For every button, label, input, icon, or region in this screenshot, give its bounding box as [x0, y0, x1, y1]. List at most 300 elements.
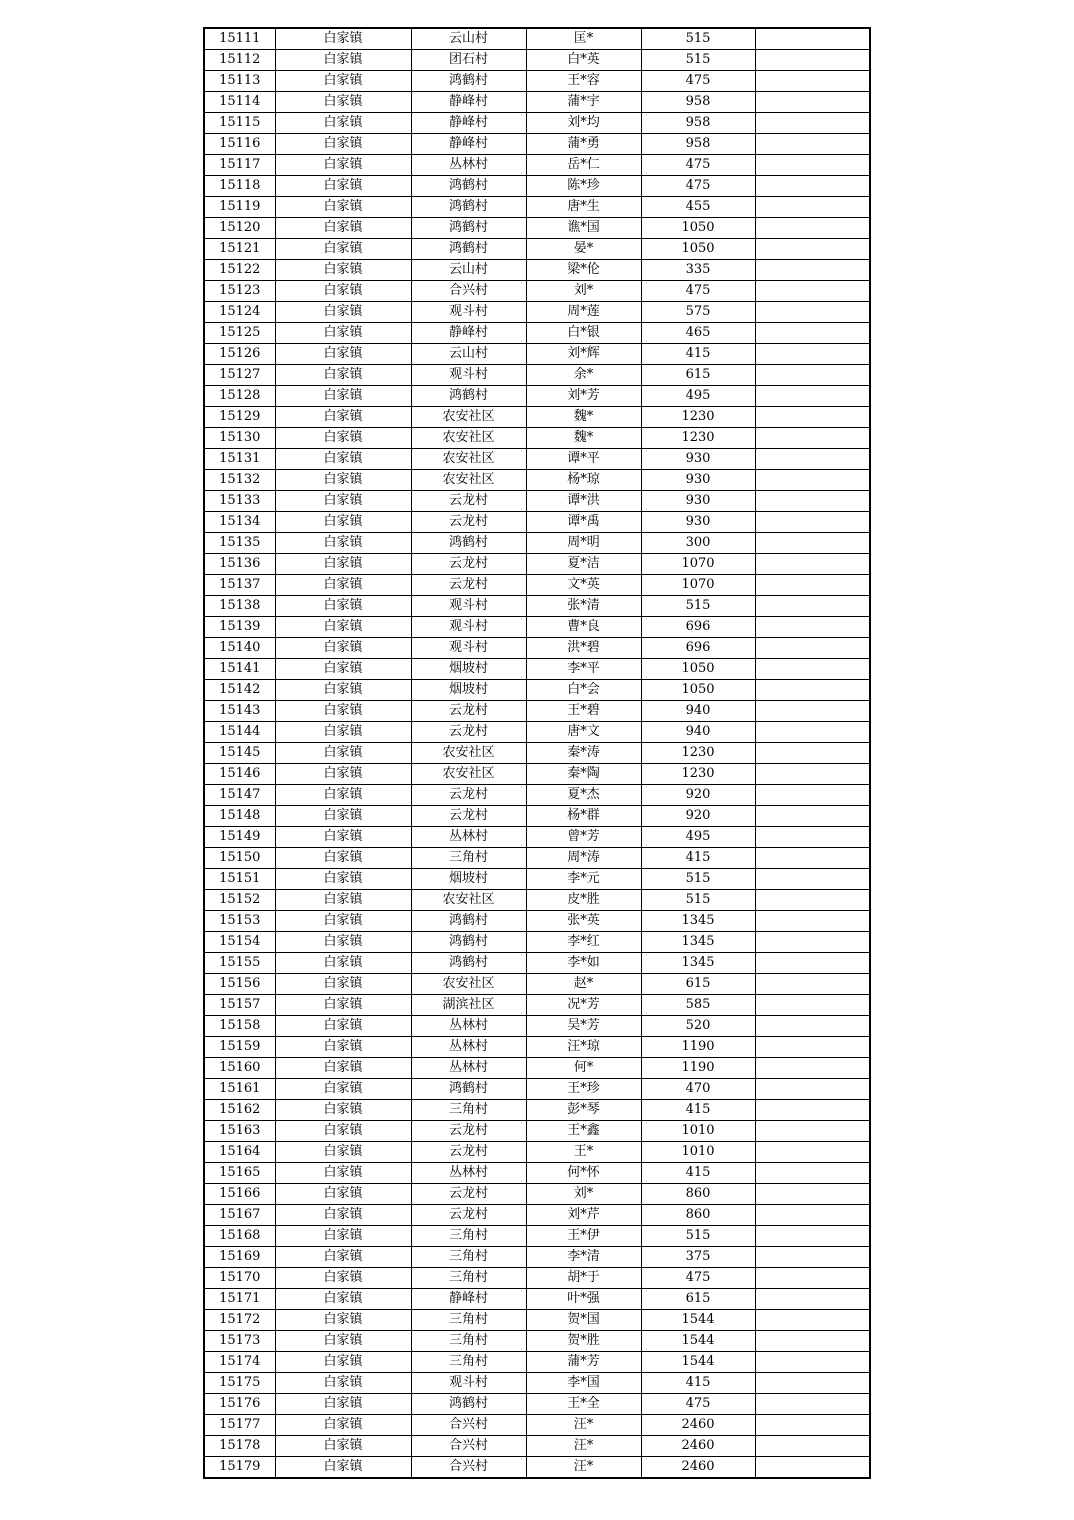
amount-cell: 2460 [641, 1415, 755, 1436]
village-cell: 观斗村 [411, 596, 526, 617]
village-cell: 三角村 [411, 1352, 526, 1373]
village-cell: 农安社区 [411, 428, 526, 449]
town-cell: 白家镇 [275, 71, 411, 92]
amount-cell: 470 [641, 1079, 755, 1100]
remark-cell [755, 218, 870, 239]
amount-cell: 515 [641, 869, 755, 890]
amount-cell: 1050 [641, 239, 755, 260]
remark-cell [755, 1142, 870, 1163]
serial-number-cell: 15156 [204, 974, 275, 995]
serial-number-cell: 15124 [204, 302, 275, 323]
name-cell: 刘*辉 [526, 344, 641, 365]
remark-cell [755, 890, 870, 911]
village-cell: 合兴村 [411, 1415, 526, 1436]
name-cell: 夏*洁 [526, 554, 641, 575]
amount-cell: 1070 [641, 575, 755, 596]
table-row [204, 1352, 870, 1373]
amount-cell: 860 [641, 1184, 755, 1205]
table-row [204, 281, 870, 302]
serial-number-cell: 15117 [204, 155, 275, 176]
name-cell: 杨*琼 [526, 470, 641, 491]
village-cell: 观斗村 [411, 302, 526, 323]
table-row [204, 155, 870, 176]
amount-cell: 940 [641, 722, 755, 743]
table-row [204, 806, 870, 827]
table-row [204, 1163, 870, 1184]
name-cell: 李*元 [526, 869, 641, 890]
village-cell: 静峰村 [411, 323, 526, 344]
town-cell: 白家镇 [275, 953, 411, 974]
village-cell: 云山村 [411, 344, 526, 365]
amount-cell: 475 [641, 1394, 755, 1415]
table-row [204, 722, 870, 743]
serial-number-cell: 15168 [204, 1226, 275, 1247]
town-cell: 白家镇 [275, 1331, 411, 1352]
name-cell: 王*珍 [526, 1079, 641, 1100]
village-cell: 三角村 [411, 1247, 526, 1268]
amount-cell: 455 [641, 197, 755, 218]
table-row [204, 911, 870, 932]
amount-cell: 1230 [641, 407, 755, 428]
name-cell: 夏*杰 [526, 785, 641, 806]
remark-cell [755, 28, 870, 50]
remark-cell [755, 596, 870, 617]
village-cell: 三角村 [411, 1331, 526, 1352]
remark-cell [755, 953, 870, 974]
village-cell: 静峰村 [411, 92, 526, 113]
village-cell: 农安社区 [411, 890, 526, 911]
table-row [204, 1079, 870, 1100]
amount-cell: 1544 [641, 1310, 755, 1331]
amount-cell: 860 [641, 1205, 755, 1226]
name-cell: 蒲*勇 [526, 134, 641, 155]
village-cell: 鸿鹤村 [411, 386, 526, 407]
village-cell: 云龙村 [411, 785, 526, 806]
amount-cell: 475 [641, 71, 755, 92]
village-cell: 鸿鹤村 [411, 1394, 526, 1415]
name-cell: 王*碧 [526, 701, 641, 722]
name-cell: 王*伊 [526, 1226, 641, 1247]
table-body [204, 28, 870, 1478]
serial-number-cell: 15130 [204, 428, 275, 449]
town-cell: 白家镇 [275, 617, 411, 638]
amount-cell: 1010 [641, 1142, 755, 1163]
amount-cell: 585 [641, 995, 755, 1016]
remark-cell [755, 680, 870, 701]
table-row [204, 974, 870, 995]
town-cell: 白家镇 [275, 491, 411, 512]
amount-cell: 930 [641, 491, 755, 512]
table-row [204, 512, 870, 533]
village-cell: 农安社区 [411, 764, 526, 785]
table-row [204, 1226, 870, 1247]
remark-cell [755, 806, 870, 827]
table-row [204, 344, 870, 365]
village-cell: 云龙村 [411, 701, 526, 722]
table-row [204, 890, 870, 911]
serial-number-cell: 15142 [204, 680, 275, 701]
town-cell: 白家镇 [275, 1415, 411, 1436]
town-cell: 白家镇 [275, 155, 411, 176]
serial-number-cell: 15137 [204, 575, 275, 596]
town-cell: 白家镇 [275, 1226, 411, 1247]
serial-number-cell: 15114 [204, 92, 275, 113]
village-cell: 团石村 [411, 50, 526, 71]
table-row [204, 1457, 870, 1479]
table-row [204, 1205, 870, 1226]
name-cell: 王*容 [526, 71, 641, 92]
serial-number-cell: 15139 [204, 617, 275, 638]
remark-cell [755, 365, 870, 386]
village-cell: 丛林村 [411, 1016, 526, 1037]
serial-number-cell: 15177 [204, 1415, 275, 1436]
name-cell: 魏* [526, 428, 641, 449]
amount-cell: 930 [641, 512, 755, 533]
village-cell: 农安社区 [411, 407, 526, 428]
name-cell: 刘*芳 [526, 386, 641, 407]
name-cell: 贺*国 [526, 1310, 641, 1331]
name-cell: 曹*良 [526, 617, 641, 638]
table-row [204, 50, 870, 71]
table-row [204, 1436, 870, 1457]
remark-cell [755, 407, 870, 428]
table-row [204, 785, 870, 806]
name-cell: 匡* [526, 28, 641, 50]
table-row [204, 113, 870, 134]
amount-cell: 940 [641, 701, 755, 722]
village-cell: 三角村 [411, 1268, 526, 1289]
village-cell: 农安社区 [411, 743, 526, 764]
amount-cell: 375 [641, 1247, 755, 1268]
name-cell: 白*英 [526, 50, 641, 71]
town-cell: 白家镇 [275, 428, 411, 449]
remark-cell [755, 1016, 870, 1037]
name-cell: 李*平 [526, 659, 641, 680]
amount-cell: 335 [641, 260, 755, 281]
amount-cell: 1230 [641, 428, 755, 449]
town-cell: 白家镇 [275, 764, 411, 785]
remark-cell [755, 554, 870, 575]
table-row [204, 848, 870, 869]
serial-number-cell: 15140 [204, 638, 275, 659]
amount-cell: 1050 [641, 680, 755, 701]
table-row [204, 1415, 870, 1436]
remark-cell [755, 1268, 870, 1289]
town-cell: 白家镇 [275, 1457, 411, 1479]
town-cell: 白家镇 [275, 92, 411, 113]
amount-cell: 1070 [641, 554, 755, 575]
remark-cell [755, 260, 870, 281]
serial-number-cell: 15135 [204, 533, 275, 554]
name-cell: 李*如 [526, 953, 641, 974]
remark-cell [755, 1100, 870, 1121]
town-cell: 白家镇 [275, 533, 411, 554]
amount-cell: 495 [641, 827, 755, 848]
serial-number-cell: 15173 [204, 1331, 275, 1352]
town-cell: 白家镇 [275, 1142, 411, 1163]
town-cell: 白家镇 [275, 281, 411, 302]
amount-cell: 465 [641, 323, 755, 344]
village-cell: 丛林村 [411, 155, 526, 176]
name-cell: 况*芳 [526, 995, 641, 1016]
town-cell: 白家镇 [275, 848, 411, 869]
village-cell: 云龙村 [411, 491, 526, 512]
village-cell: 农安社区 [411, 470, 526, 491]
name-cell: 何* [526, 1058, 641, 1079]
amount-cell: 475 [641, 1268, 755, 1289]
amount-cell: 515 [641, 1226, 755, 1247]
town-cell: 白家镇 [275, 1121, 411, 1142]
serial-number-cell: 15179 [204, 1457, 275, 1479]
amount-cell: 1230 [641, 743, 755, 764]
amount-cell: 930 [641, 470, 755, 491]
serial-number-cell: 15172 [204, 1310, 275, 1331]
amount-cell: 475 [641, 281, 755, 302]
remark-cell [755, 1058, 870, 1079]
serial-number-cell: 15122 [204, 260, 275, 281]
table-row [204, 386, 870, 407]
remark-cell [755, 92, 870, 113]
table-row [204, 449, 870, 470]
serial-number-cell: 15136 [204, 554, 275, 575]
remark-cell [755, 302, 870, 323]
table-row [204, 827, 870, 848]
serial-number-cell: 15116 [204, 134, 275, 155]
name-cell: 周*明 [526, 533, 641, 554]
town-cell: 白家镇 [275, 869, 411, 890]
village-cell: 静峰村 [411, 113, 526, 134]
serial-number-cell: 15178 [204, 1436, 275, 1457]
amount-cell: 1230 [641, 764, 755, 785]
remark-cell [755, 113, 870, 134]
name-cell: 谭*洪 [526, 491, 641, 512]
table-row [204, 1121, 870, 1142]
town-cell: 白家镇 [275, 323, 411, 344]
town-cell: 白家镇 [275, 638, 411, 659]
amount-cell: 958 [641, 92, 755, 113]
table-row [204, 932, 870, 953]
remark-cell [755, 1352, 870, 1373]
remark-cell [755, 785, 870, 806]
amount-cell: 515 [641, 596, 755, 617]
name-cell: 白*银 [526, 323, 641, 344]
serial-number-cell: 15144 [204, 722, 275, 743]
table-row [204, 764, 870, 785]
town-cell: 白家镇 [275, 1289, 411, 1310]
village-cell: 云龙村 [411, 806, 526, 827]
table-row [204, 302, 870, 323]
remark-cell [755, 1331, 870, 1352]
serial-number-cell: 15138 [204, 596, 275, 617]
town-cell: 白家镇 [275, 512, 411, 533]
amount-cell: 1544 [641, 1331, 755, 1352]
village-cell: 观斗村 [411, 365, 526, 386]
village-cell: 三角村 [411, 1100, 526, 1121]
town-cell: 白家镇 [275, 28, 411, 50]
remark-cell [755, 533, 870, 554]
serial-number-cell: 15167 [204, 1205, 275, 1226]
serial-number-cell: 15145 [204, 743, 275, 764]
serial-number-cell: 15119 [204, 197, 275, 218]
serial-number-cell: 15147 [204, 785, 275, 806]
serial-number-cell: 15154 [204, 932, 275, 953]
village-cell: 鸿鹤村 [411, 176, 526, 197]
village-cell: 三角村 [411, 1226, 526, 1247]
amount-cell: 615 [641, 974, 755, 995]
town-cell: 白家镇 [275, 995, 411, 1016]
amount-cell: 415 [641, 848, 755, 869]
amount-cell: 515 [641, 28, 755, 50]
town-cell: 白家镇 [275, 806, 411, 827]
village-cell: 鸿鹤村 [411, 197, 526, 218]
village-cell: 静峰村 [411, 1289, 526, 1310]
remark-cell [755, 764, 870, 785]
table-row [204, 218, 870, 239]
village-cell: 云山村 [411, 28, 526, 50]
name-cell: 晏* [526, 239, 641, 260]
village-cell: 丛林村 [411, 1163, 526, 1184]
remark-cell [755, 71, 870, 92]
table-row [204, 554, 870, 575]
name-cell: 刘*芹 [526, 1205, 641, 1226]
village-cell: 烟坡村 [411, 680, 526, 701]
table-row [204, 1016, 870, 1037]
remark-cell [755, 659, 870, 680]
remark-cell [755, 911, 870, 932]
amount-cell: 415 [641, 1373, 755, 1394]
amount-cell: 575 [641, 302, 755, 323]
remark-cell [755, 869, 870, 890]
serial-number-cell: 15163 [204, 1121, 275, 1142]
village-cell: 合兴村 [411, 1457, 526, 1479]
name-cell: 张*英 [526, 911, 641, 932]
remark-cell [755, 134, 870, 155]
town-cell: 白家镇 [275, 407, 411, 428]
town-cell: 白家镇 [275, 1247, 411, 1268]
name-cell: 谭*平 [526, 449, 641, 470]
serial-number-cell: 15148 [204, 806, 275, 827]
serial-number-cell: 15161 [204, 1079, 275, 1100]
village-cell: 合兴村 [411, 1436, 526, 1457]
remark-cell [755, 1037, 870, 1058]
table-row [204, 1310, 870, 1331]
remark-cell [755, 1436, 870, 1457]
town-cell: 白家镇 [275, 50, 411, 71]
amount-cell: 2460 [641, 1436, 755, 1457]
village-cell: 鸿鹤村 [411, 239, 526, 260]
remark-cell [755, 50, 870, 71]
table-row [204, 953, 870, 974]
remark-cell [755, 176, 870, 197]
serial-number-cell: 15129 [204, 407, 275, 428]
serial-number-cell: 15141 [204, 659, 275, 680]
remark-cell [755, 932, 870, 953]
name-cell: 吴*芳 [526, 1016, 641, 1037]
town-cell: 白家镇 [275, 239, 411, 260]
serial-number-cell: 15121 [204, 239, 275, 260]
village-cell: 观斗村 [411, 638, 526, 659]
remark-cell [755, 638, 870, 659]
village-cell: 鸿鹤村 [411, 533, 526, 554]
town-cell: 白家镇 [275, 113, 411, 134]
name-cell: 蒲*芳 [526, 1352, 641, 1373]
table-row [204, 470, 870, 491]
name-cell: 汪* [526, 1415, 641, 1436]
remark-cell [755, 1163, 870, 1184]
serial-number-cell: 15152 [204, 890, 275, 911]
town-cell: 白家镇 [275, 659, 411, 680]
remark-cell [755, 197, 870, 218]
amount-cell: 495 [641, 386, 755, 407]
name-cell: 杨*群 [526, 806, 641, 827]
name-cell: 李*清 [526, 1247, 641, 1268]
town-cell: 白家镇 [275, 974, 411, 995]
serial-number-cell: 15164 [204, 1142, 275, 1163]
remark-cell [755, 1247, 870, 1268]
name-cell: 叶*强 [526, 1289, 641, 1310]
name-cell: 皮*胜 [526, 890, 641, 911]
amount-cell: 1345 [641, 953, 755, 974]
name-cell: 陈*珍 [526, 176, 641, 197]
village-cell: 丛林村 [411, 827, 526, 848]
village-cell: 鸿鹤村 [411, 911, 526, 932]
village-cell: 云龙村 [411, 1205, 526, 1226]
name-cell: 周*莲 [526, 302, 641, 323]
table-row [204, 407, 870, 428]
name-cell: 张*清 [526, 596, 641, 617]
town-cell: 白家镇 [275, 932, 411, 953]
name-cell: 汪* [526, 1436, 641, 1457]
remark-cell [755, 743, 870, 764]
table-row [204, 995, 870, 1016]
remark-cell [755, 1079, 870, 1100]
serial-number-cell: 15160 [204, 1058, 275, 1079]
name-cell: 汪*琼 [526, 1037, 641, 1058]
remark-cell [755, 491, 870, 512]
amount-cell: 475 [641, 176, 755, 197]
table-row [204, 1268, 870, 1289]
remark-cell [755, 1226, 870, 1247]
name-cell: 魏* [526, 407, 641, 428]
name-cell: 何*怀 [526, 1163, 641, 1184]
table-row [204, 1331, 870, 1352]
name-cell: 李*红 [526, 932, 641, 953]
serial-number-cell: 15169 [204, 1247, 275, 1268]
town-cell: 白家镇 [275, 1163, 411, 1184]
town-cell: 白家镇 [275, 722, 411, 743]
town-cell: 白家镇 [275, 1184, 411, 1205]
remark-cell [755, 701, 870, 722]
remark-cell [755, 848, 870, 869]
table-row [204, 28, 870, 50]
amount-cell: 415 [641, 344, 755, 365]
serial-number-cell: 15126 [204, 344, 275, 365]
name-cell: 赵* [526, 974, 641, 995]
table-row [204, 533, 870, 554]
name-cell: 蒲*宇 [526, 92, 641, 113]
table-row [204, 428, 870, 449]
remark-cell [755, 155, 870, 176]
town-cell: 白家镇 [275, 365, 411, 386]
serial-number-cell: 15162 [204, 1100, 275, 1121]
town-cell: 白家镇 [275, 1373, 411, 1394]
amount-cell: 1190 [641, 1058, 755, 1079]
serial-number-cell: 15112 [204, 50, 275, 71]
table-row [204, 869, 870, 890]
serial-number-cell: 15133 [204, 491, 275, 512]
village-cell: 鸿鹤村 [411, 71, 526, 92]
serial-number-cell: 15176 [204, 1394, 275, 1415]
